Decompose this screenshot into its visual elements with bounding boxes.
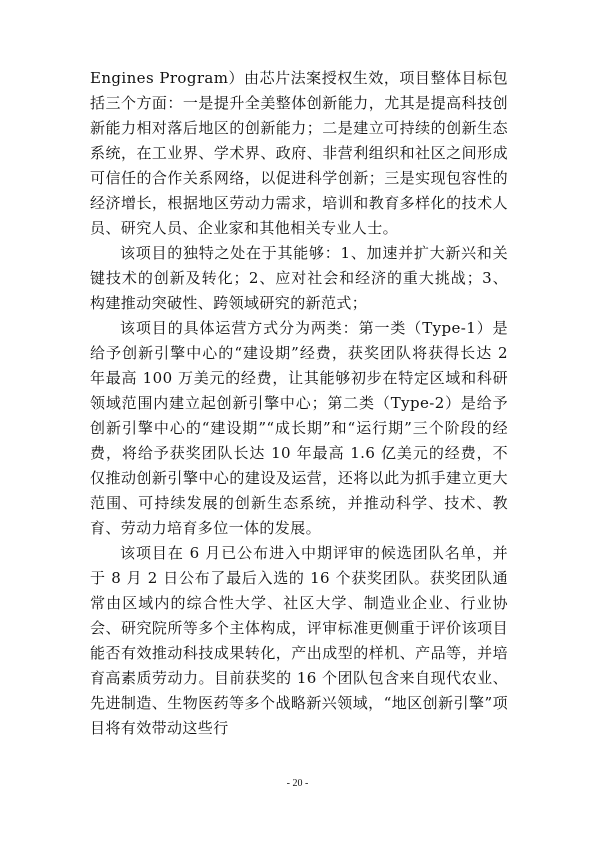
paragraph-4: 该项目在 6 月已公布进入中期评审的候选团队名单，并于 8 月 2 日公布了最后入选的 16 个获奖团队。获奖团队通常由区域内的综合性大学、社区大学、制造业企业、行业协会、研究院所等多个主体构成，评审标准更侧重于评价该项目能否有效推动科技成果转化，产出成型的样机、产品等，并培育高素质劳动力。目前获奖的 16 个团队包含来自现代农业、先进制造、生物医药等多个战略新兴领域，“地区创新引擎”项目将有效带动这些行	[90, 544, 508, 737]
paragraph-3: 该项目的具体运营方式分为两类：第一类（Type-1）是给予创新引擎中心的“建设期”经费，获奖团队将获得长达 2 年最高 100 万美元的经费，让其能够初步在特定区域和科研领域范围内建立起创新引擎中心；第二类（Type-2）是给予创新引擎中心的“建设期”“成长期”和“运行期”三个阶段的经费，将给予获奖团队长达 10 年最高 1.6 亿美元的经费，不仅推动创新引擎中心的建设及运营，还将以此为抓手建立更大范围、可持续发展的创新生态系统，并推动科学、技术、教育、劳动力培育多位一体的发展。	[90, 319, 508, 537]
page-number: - 20 -	[286, 778, 309, 789]
body-text	[90, 66, 508, 741]
paragraph-1: Engines Program）由芯片法案授权生效，项目整体目标包括三个方面：一是提升全美整体创新能力，尤其是提高科技创新能力相对落后地区的创新能力；二是建立可持续的创新生态系统，在工业界、学术界、政府、非营利组织和社区之间形成可信任的合作关系网络，以促进科学创新；三是实现包容性的经济增长，根据地区劳动力需求，培训和教育多样化的技术人员、研究人员、企业家和其他相关专业人士。	[90, 69, 508, 237]
paragraph-2: 该项目的独特之处在于其能够：1、加速并扩大新兴和关键技术的创新及转化；2、应对社会和经济的重大挑战；3、构建推动突破性、跨领域研究的新范式；	[90, 244, 508, 312]
